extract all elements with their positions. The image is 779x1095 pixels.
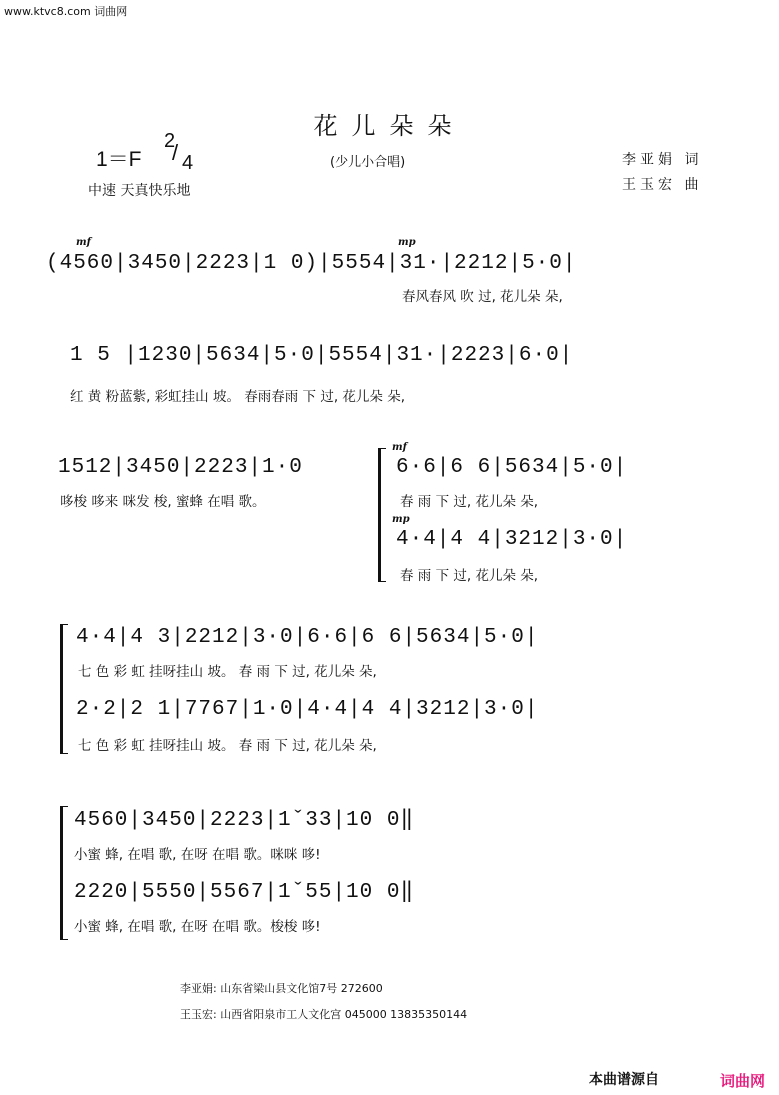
notation-line: 1512|3450|2223|1·0 (58, 456, 303, 479)
upper-voice-lyrics: 春 雨 下 过, 花儿朵 朵, (400, 494, 539, 510)
system-brace (60, 624, 68, 754)
composer-address: 王玉宏: 山西省阳泉市工人文化宫 045000 13835350144 (180, 1008, 468, 1021)
time-signature-denominator: 4 (182, 152, 194, 174)
lower-voice-lyrics: 七 色 彩 虹 挂呀挂山 坡。 春 雨 下 过, 花儿朵 朵, (78, 738, 377, 754)
lower-voice-notes: 2·2|2 1|7767|1·0|4·4|4 4|3212|3·0| (76, 698, 539, 721)
upper-voice-lyrics: 小蜜 蜂, 在唱 歌, 在呀 在唱 歌。咪咪 哆! (74, 847, 321, 863)
dynamic-mf: mf (76, 237, 91, 248)
system-brace (60, 806, 68, 940)
lyric-line: 春风春风 吹 过, 花儿朵 朵, (402, 289, 563, 305)
lower-voice-notes: 2220|5550|5567|1ˇ55|10 0‖ (74, 881, 415, 904)
site-logo: 词曲网 (719, 1072, 765, 1090)
upper-voice-notes: 4560|3450|2223|1ˇ33|10 0‖ (74, 809, 415, 832)
lower-voice-lyrics: 春 雨 下 过, 花儿朵 朵, (400, 568, 539, 584)
notation-line: 1 5 |1230|5634|5·0|5554|31·|2223|6·0| (70, 344, 574, 367)
notation-line: (4560|3450|2223|1 0)|5554|31·|2212|5·0| (46, 252, 577, 275)
key-signature: 1＝F (96, 148, 142, 171)
composer-credit: 王玉宏 曲 (622, 177, 703, 193)
lyricist-address: 李亚娟: 山东省梁山县文化馆7号 272600 (180, 982, 383, 995)
tempo-marking: 中速 天真快乐地 (88, 183, 191, 199)
upper-voice-notes: 6·6|6 6|5634|5·0| (396, 456, 628, 479)
dynamic-mp: mp (392, 514, 410, 525)
dynamic-mf: mf (392, 442, 407, 453)
time-signature-numerator: 2 (164, 130, 176, 152)
upper-voice-notes: 4·4|4 3|2212|3·0|6·6|6 6|5634|5·0| (76, 626, 539, 649)
upper-voice-lyrics: 七 色 彩 虹 挂呀挂山 坡。 春 雨 下 过, 花儿朵 朵, (78, 664, 377, 680)
subtitle: (少儿小合唱) (330, 155, 406, 170)
song-title: 花儿朵朵 (313, 112, 466, 140)
dynamic-mp: mp (398, 237, 416, 248)
source-note: 本曲谱源自 (589, 1072, 659, 1088)
lyric-line: 红 黄 粉蓝紫, 彩虹挂山 坡。 春雨春雨 下 过, 花儿朵 朵, (70, 389, 405, 405)
site-url: www.ktvc8.com 词曲网 (4, 5, 128, 18)
system-brace (378, 448, 386, 582)
lower-voice-lyrics: 小蜜 蜂, 在唱 歌, 在呀 在唱 歌。梭梭 哆! (74, 919, 321, 935)
lower-voice-notes: 4·4|4 4|3212|3·0| (396, 528, 628, 551)
time-signature-slash: / (172, 140, 179, 165)
lyric-line: 哆梭 哆来 咪发 梭, 蜜蜂 在唱 歌。 (60, 494, 266, 510)
lyricist-credit: 李亚娟 词 (622, 152, 703, 168)
